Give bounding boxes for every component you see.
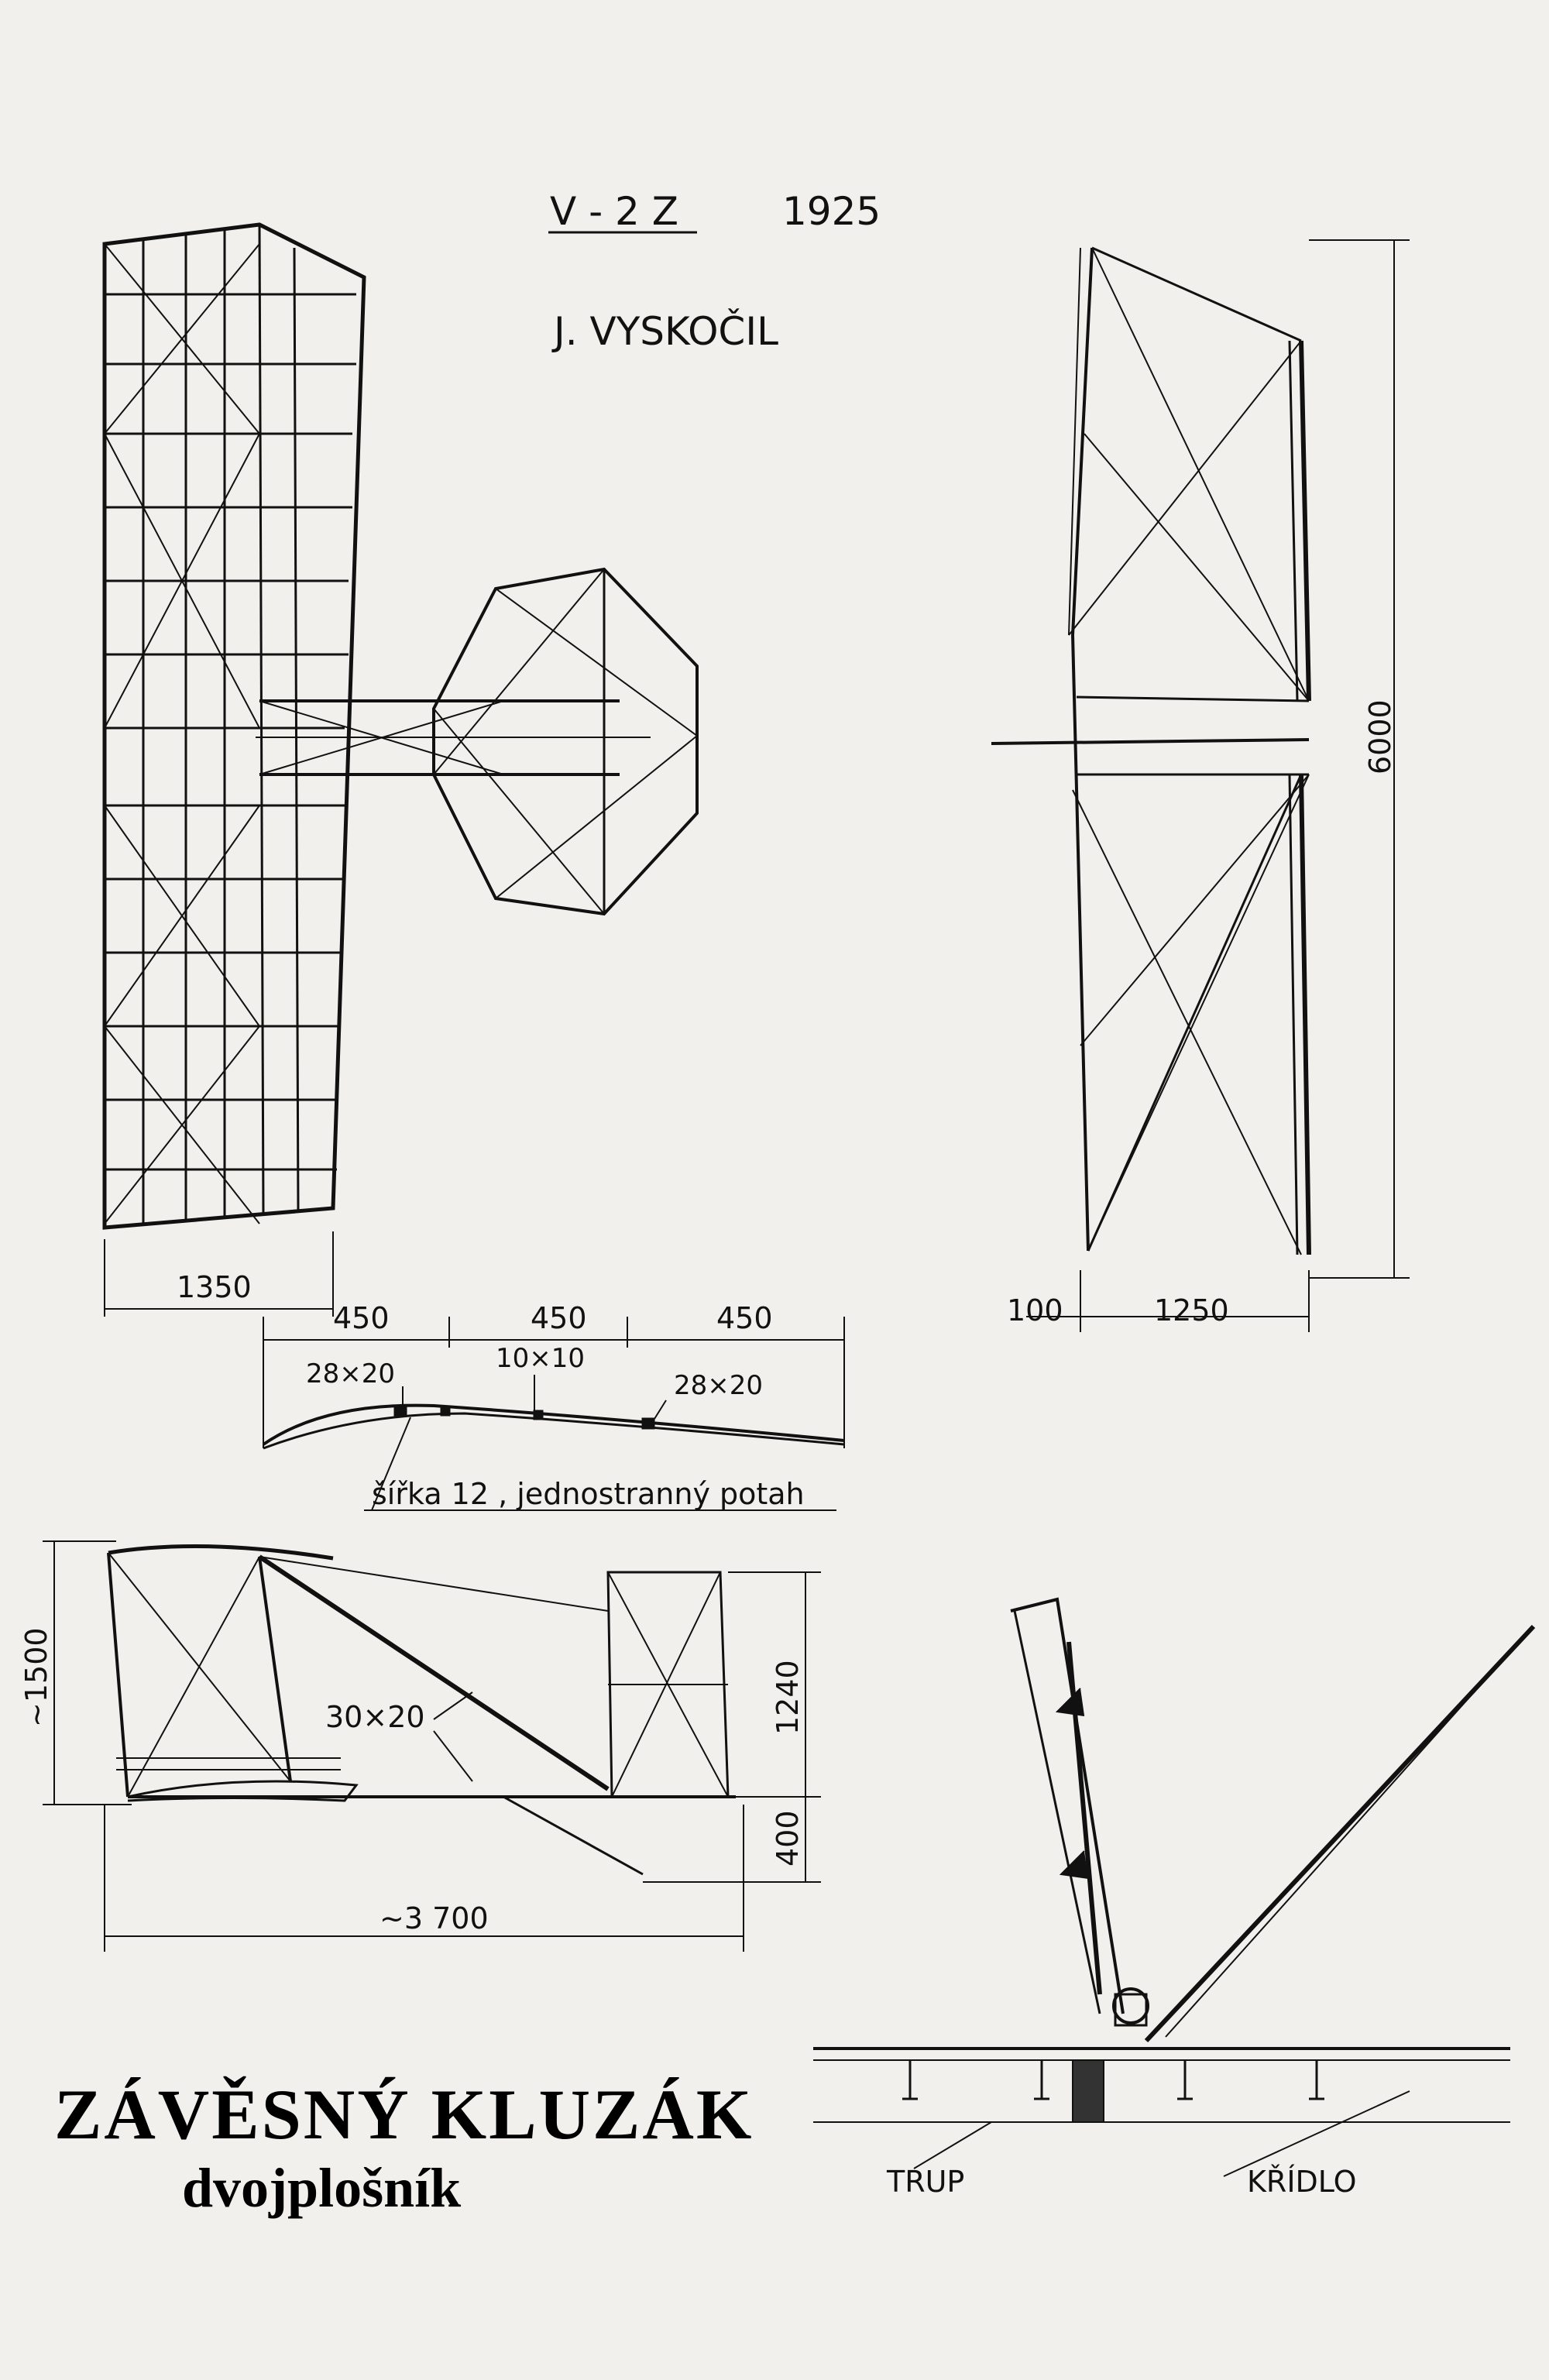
header	[548, 189, 881, 354]
caption-subtitle: dvojplošník	[182, 2157, 462, 2219]
label-kridlo: KŘÍDLO	[1247, 2165, 1357, 2199]
joint-detail	[813, 1599, 1534, 2199]
span-dim: 6000	[1363, 699, 1397, 774]
tail-offset-dim: 400	[771, 1810, 805, 1867]
height-dim: ~1500	[19, 1627, 53, 1727]
rib-space-3: 450	[716, 1301, 773, 1335]
rib-note: šířka 12 , jednostranný potah	[372, 1477, 805, 1511]
length-dim: ~3 700	[380, 1901, 489, 1935]
rib-space-2: 450	[531, 1301, 587, 1335]
top-view	[105, 225, 697, 1317]
side-view	[19, 1541, 821, 1952]
rib-space-1: 450	[333, 1301, 390, 1335]
spar-size-1: 28×20	[306, 1358, 396, 1389]
designer-label: J. VYSKOČIL	[554, 309, 778, 354]
strut-size: 30×20	[325, 1700, 425, 1734]
tail-height-dim: 1240	[771, 1660, 805, 1735]
chord-dim: 1350	[177, 1270, 252, 1304]
spar-size-3: 28×20	[674, 1370, 764, 1401]
spar-size-2: 10×10	[496, 1343, 586, 1374]
front-left-dim: 100	[1007, 1293, 1063, 1327]
label-trup: TRUP	[887, 2165, 965, 2199]
caption-title: ZÁVĚSNÝ KLUZÁK	[54, 2075, 754, 2154]
caption	[54, 2076, 754, 2223]
front-right-dim: 1250	[1154, 1293, 1229, 1327]
front-view	[991, 240, 1410, 1332]
model-label: V - 2 Z	[550, 189, 678, 234]
year-label: 1925	[782, 189, 881, 234]
rib-section	[263, 1301, 844, 1511]
